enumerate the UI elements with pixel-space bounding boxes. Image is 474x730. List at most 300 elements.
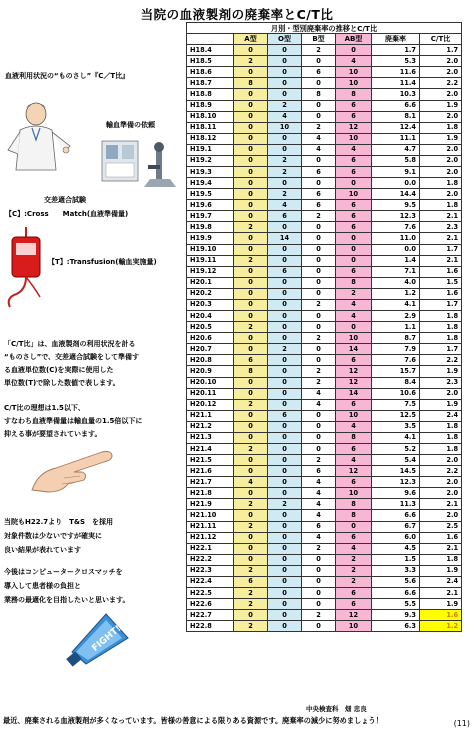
- cell-type-a: 0: [234, 344, 268, 355]
- cell-waste-rate: 6.6: [372, 510, 420, 521]
- cell-type-ab: 2: [336, 576, 372, 587]
- cell-type-a: 2: [234, 621, 268, 632]
- cell-waste-rate: 10.6: [372, 388, 420, 399]
- cell-ct-ratio: 1.7: [420, 244, 462, 255]
- cell-month: H20.7: [187, 344, 234, 355]
- table-caption: 月別・型別廃棄率の推移とC/T比: [187, 23, 462, 34]
- cell-type-o: 0: [268, 477, 302, 488]
- table-row: [187, 200, 462, 211]
- cell-type-ab: 10: [336, 67, 372, 78]
- cell-type-a: 0: [234, 466, 268, 477]
- cell-ct-ratio: 2.0: [420, 488, 462, 499]
- cell-type-a: 0: [234, 211, 268, 222]
- cell-ct-ratio: 1.8: [420, 178, 462, 189]
- cell-type-o: 0: [268, 255, 302, 266]
- cell-type-b: 4: [302, 532, 336, 543]
- cell-month: H19.12: [187, 266, 234, 277]
- table-row: [187, 122, 462, 133]
- table-row: [187, 599, 462, 610]
- cell-type-b: 0: [302, 266, 336, 277]
- cell-type-o: 0: [268, 399, 302, 410]
- cell-ct-ratio: 2.1: [420, 211, 462, 222]
- cell-type-ab: 6: [336, 399, 372, 410]
- cell-waste-rate: 6.3: [372, 621, 420, 632]
- ideal-line-3: 抑える事が要望されています。: [4, 430, 102, 438]
- cell-type-a: 0: [234, 299, 268, 310]
- cell-type-b: 2: [302, 377, 336, 388]
- cell-ct-ratio: 2.0: [420, 189, 462, 200]
- cell-month: H22.6: [187, 599, 234, 610]
- cell-waste-rate: 4.1: [372, 299, 420, 310]
- cell-type-ab: 6: [336, 200, 372, 211]
- cell-type-o: 0: [268, 277, 302, 288]
- cell-type-ab: 12: [336, 377, 372, 388]
- cell-type-b: 0: [302, 56, 336, 67]
- table-row: [187, 311, 462, 322]
- cell-type-a: 0: [234, 233, 268, 244]
- cell-type-ab: 6: [336, 532, 372, 543]
- cell-type-ab: 12: [336, 466, 372, 477]
- table-row: [187, 167, 462, 178]
- table-row: [187, 366, 462, 377]
- cell-waste-rate: 10.3: [372, 89, 420, 100]
- cell-type-a: 0: [234, 122, 268, 133]
- cell-type-b: 6: [302, 67, 336, 78]
- cell-type-ab: 4: [336, 455, 372, 466]
- cell-type-ab: 0: [336, 244, 372, 255]
- cell-type-ab: 8: [336, 277, 372, 288]
- table-row: [187, 488, 462, 499]
- cell-type-ab: 6: [336, 100, 372, 111]
- cell-type-b: 2: [302, 610, 336, 621]
- cell-type-o: 2: [268, 155, 302, 166]
- cell-type-o: 2: [268, 100, 302, 111]
- table-row: [187, 565, 462, 576]
- cell-month: H22.2: [187, 554, 234, 565]
- cell-type-b: 2: [302, 366, 336, 377]
- cell-type-a: 0: [234, 100, 268, 111]
- cell-month: H19.10: [187, 244, 234, 255]
- cell-waste-rate: 4.7: [372, 144, 420, 155]
- cell-type-b: 0: [302, 233, 336, 244]
- cell-ct-ratio: 2.0: [420, 455, 462, 466]
- cell-type-ab: 6: [336, 167, 372, 178]
- cell-type-o: 0: [268, 455, 302, 466]
- cell-waste-rate: 5.2: [372, 443, 420, 454]
- cell-type-o: 2: [268, 167, 302, 178]
- cell-type-a: 0: [234, 510, 268, 521]
- cell-type-a: 0: [234, 543, 268, 554]
- cell-type-b: 0: [302, 565, 336, 576]
- cell-ct-ratio: 2.0: [420, 155, 462, 166]
- table-row: [187, 178, 462, 189]
- cell-month: H19.2: [187, 155, 234, 166]
- cell-type-ab: 14: [336, 344, 372, 355]
- table-row: [187, 510, 462, 521]
- explain-line-2: “ものさし”で、交差適合試験をして準備す: [4, 353, 140, 361]
- cell-type-ab: 10: [336, 133, 372, 144]
- cell-ct-ratio: 2.0: [420, 89, 462, 100]
- cell-type-a: 0: [234, 144, 268, 155]
- cell-type-o: 6: [268, 266, 302, 277]
- cell-type-ab: 0: [336, 521, 372, 532]
- cell-ct-ratio: 1.6: [420, 288, 462, 299]
- cell-month: H20.2: [187, 288, 234, 299]
- cell-waste-rate: 2.9: [372, 311, 420, 322]
- cell-waste-rate: 1.4: [372, 255, 420, 266]
- explain-line-3: る血液単位数(C)を実際に使用した: [4, 366, 114, 374]
- cell-month: H21.6: [187, 466, 234, 477]
- table-row: [187, 211, 462, 222]
- table-row: [187, 610, 462, 621]
- table-row: [187, 277, 462, 288]
- cell-month: H18.12: [187, 133, 234, 144]
- cell-ct-ratio: 1.9: [420, 565, 462, 576]
- cell-month: H22.4: [187, 576, 234, 587]
- cell-ct-ratio: 1.8: [420, 200, 462, 211]
- explain-line-1: 「C/T比」は、血液製剤の利用状況を計る: [4, 340, 136, 348]
- cell-type-a: 0: [234, 244, 268, 255]
- cell-waste-rate: 1.7: [372, 45, 420, 56]
- cell-type-b: 4: [302, 144, 336, 155]
- cell-waste-rate: 9.6: [372, 488, 420, 499]
- table-row: [187, 67, 462, 78]
- cell-waste-rate: 7.5: [372, 399, 420, 410]
- cell-type-b: 0: [302, 587, 336, 598]
- cell-type-ab: 12: [336, 610, 372, 621]
- cell-type-o: 0: [268, 488, 302, 499]
- cell-type-o: 0: [268, 421, 302, 432]
- explain-line-4: 単位数(T)で除した数値で表します。: [4, 379, 120, 387]
- cell-type-b: 0: [302, 244, 336, 255]
- cell-type-a: 2: [234, 222, 268, 233]
- cell-ct-ratio: 1.6: [420, 610, 462, 621]
- cell-type-b: 2: [302, 45, 336, 56]
- cell-type-b: 2: [302, 543, 336, 554]
- table-row: [187, 299, 462, 310]
- cell-month: H19.8: [187, 222, 234, 233]
- table-row: [187, 56, 462, 67]
- cell-type-a: 2: [234, 587, 268, 598]
- cell-type-a: 0: [234, 388, 268, 399]
- cell-type-o: 0: [268, 543, 302, 554]
- cell-month: H21.4: [187, 443, 234, 454]
- table-row: [187, 244, 462, 255]
- cell-type-a: 0: [234, 266, 268, 277]
- cell-type-ab: 12: [336, 366, 372, 377]
- cell-waste-rate: 6.6: [372, 100, 420, 111]
- cell-type-ab: 2: [336, 288, 372, 299]
- cell-type-b: 4: [302, 388, 336, 399]
- cell-type-o: 4: [268, 200, 302, 211]
- table-row: [187, 421, 462, 432]
- cell-type-ab: 6: [336, 155, 372, 166]
- cell-type-ab: 8: [336, 499, 372, 510]
- cell-ct-ratio: 1.7: [420, 45, 462, 56]
- cell-type-ab: 12: [336, 122, 372, 133]
- table-row: [187, 89, 462, 100]
- cell-type-b: 0: [302, 599, 336, 610]
- cell-type-o: 0: [268, 89, 302, 100]
- cell-type-a: 0: [234, 455, 268, 466]
- cell-waste-rate: 11.0: [372, 233, 420, 244]
- cell-type-ab: 6: [336, 587, 372, 598]
- table-row: [187, 144, 462, 155]
- cell-type-o: 0: [268, 299, 302, 310]
- plan-line-3: 業務の最適化を目指したいと思います。: [4, 596, 130, 604]
- cell-ct-ratio: 2.1: [420, 233, 462, 244]
- cell-type-a: 0: [234, 554, 268, 565]
- plan-line-2: 導入して患者様の負担と: [4, 582, 81, 590]
- table-row: [187, 333, 462, 344]
- cell-type-a: 6: [234, 576, 268, 587]
- cell-waste-rate: 7.6: [372, 355, 420, 366]
- cell-type-ab: 10: [336, 333, 372, 344]
- cell-type-o: 0: [268, 510, 302, 521]
- cell-ct-ratio: 1.9: [420, 366, 462, 377]
- table-row: [187, 222, 462, 233]
- cell-month: H20.12: [187, 399, 234, 410]
- cell-ct-ratio: 1.6: [420, 266, 462, 277]
- cell-month: H21.3: [187, 432, 234, 443]
- cell-waste-rate: 1.1: [372, 322, 420, 333]
- table-row: [187, 100, 462, 111]
- cell-type-b: 0: [302, 155, 336, 166]
- ideal-line-2: すなわち血液準備量は輸血量の1.5倍以下に: [4, 417, 143, 425]
- cell-ct-ratio: 2.0: [420, 111, 462, 122]
- cell-type-b: 0: [302, 311, 336, 322]
- cell-type-b: 4: [302, 499, 336, 510]
- plan-line-1: 今後はコンピュータークロスマッチを: [4, 568, 123, 576]
- cell-type-a: 2: [234, 322, 268, 333]
- cell-type-ab: 8: [336, 432, 372, 443]
- cell-type-a: 0: [234, 311, 268, 322]
- header-waste-rate: 廃棄率: [372, 34, 420, 45]
- table-row: [187, 587, 462, 598]
- cell-ct-ratio: 2.3: [420, 222, 462, 233]
- cell-type-a: 8: [234, 78, 268, 89]
- cell-type-b: 6: [302, 466, 336, 477]
- cell-type-o: 14: [268, 233, 302, 244]
- cell-ct-ratio: 2.1: [420, 255, 462, 266]
- cell-waste-rate: 14.5: [372, 466, 420, 477]
- cell-waste-rate: 5.8: [372, 155, 420, 166]
- cell-waste-rate: 7.9: [372, 344, 420, 355]
- cell-ct-ratio: 1.9: [420, 100, 462, 111]
- cell-type-o: 0: [268, 222, 302, 233]
- cell-waste-rate: 7.6: [372, 222, 420, 233]
- cell-waste-rate: 6.7: [372, 521, 420, 532]
- cell-type-b: 4: [302, 133, 336, 144]
- cell-month: H19.6: [187, 200, 234, 211]
- cell-type-b: 6: [302, 521, 336, 532]
- cell-type-b: 0: [302, 432, 336, 443]
- page-title: 当院の血液製剤の廃棄率とC/T比: [140, 7, 334, 22]
- cell-type-o: 2: [268, 189, 302, 200]
- cell-type-o: 0: [268, 144, 302, 155]
- cell-ct-ratio: 2.1: [420, 499, 462, 510]
- cell-type-o: 0: [268, 521, 302, 532]
- cell-type-a: 0: [234, 333, 268, 344]
- cell-type-o: 0: [268, 432, 302, 443]
- cell-waste-rate: 9.3: [372, 610, 420, 621]
- cell-month: H20.11: [187, 388, 234, 399]
- cell-type-ab: 6: [336, 211, 372, 222]
- cell-ct-ratio: 1.7: [420, 344, 462, 355]
- cell-type-a: 0: [234, 432, 268, 443]
- cell-type-b: 4: [302, 510, 336, 521]
- left-column: [0, 0, 186, 730]
- cell-type-ab: 0: [336, 233, 372, 244]
- cell-type-ab: 0: [336, 322, 372, 333]
- cell-month: H18.10: [187, 111, 234, 122]
- cell-ct-ratio: 1.9: [420, 399, 462, 410]
- cell-month: H21.11: [187, 521, 234, 532]
- cell-waste-rate: 9.1: [372, 167, 420, 178]
- cell-type-ab: 6: [336, 355, 372, 366]
- header-type-a: A型: [234, 34, 268, 45]
- ts-line-3: 良い結果が表れています: [4, 546, 81, 554]
- cell-type-b: 2: [302, 333, 336, 344]
- cell-month: H21.12: [187, 532, 234, 543]
- cell-type-o: 0: [268, 377, 302, 388]
- table-row: [187, 377, 462, 388]
- cell-type-b: 0: [302, 443, 336, 454]
- cell-type-a: 6: [234, 355, 268, 366]
- cell-type-ab: 6: [336, 477, 372, 488]
- cell-type-b: 4: [302, 488, 336, 499]
- cell-waste-rate: 8.4: [372, 377, 420, 388]
- cell-waste-rate: 11.1: [372, 133, 420, 144]
- cell-type-b: 0: [302, 410, 336, 421]
- cell-type-o: 10: [268, 122, 302, 133]
- cell-waste-rate: 1.2: [372, 288, 420, 299]
- cell-type-b: 4: [302, 399, 336, 410]
- cell-type-ab: 4: [336, 543, 372, 554]
- header-type-b: B型: [302, 34, 336, 45]
- cell-type-b: 0: [302, 621, 336, 632]
- cell-type-b: 0: [302, 355, 336, 366]
- cell-month: H21.2: [187, 421, 234, 432]
- signature: 中央検査科 畑 忠良: [306, 705, 367, 713]
- cell-month: H20.4: [187, 311, 234, 322]
- cell-waste-rate: 12.3: [372, 211, 420, 222]
- cell-ct-ratio: 2.1: [420, 543, 462, 554]
- table-body: [187, 45, 462, 632]
- blood-bag-icon: [4, 227, 48, 309]
- cell-month: H19.5: [187, 189, 234, 200]
- cell-month: H21.1: [187, 410, 234, 421]
- table-row: [187, 554, 462, 565]
- cell-type-a: 0: [234, 178, 268, 189]
- cell-waste-rate: 3.5: [372, 421, 420, 432]
- intro-text: 血液利用状況の“ものさし”『C／T比』: [5, 72, 130, 80]
- table-row: [187, 399, 462, 410]
- cell-waste-rate: 3.3: [372, 565, 420, 576]
- cell-ct-ratio: 1.2: [420, 621, 462, 632]
- cell-ct-ratio: 1.8: [420, 311, 462, 322]
- cell-type-b: 6: [302, 200, 336, 211]
- cell-type-b: 2: [302, 299, 336, 310]
- cell-type-ab: 0: [336, 255, 372, 266]
- cell-type-a: 2: [234, 565, 268, 576]
- cell-type-o: 0: [268, 576, 302, 587]
- cell-type-o: 0: [268, 443, 302, 454]
- cell-type-o: 2: [268, 499, 302, 510]
- cell-type-a: 0: [234, 288, 268, 299]
- cell-month: H19.9: [187, 233, 234, 244]
- cell-waste-rate: 1.5: [372, 554, 420, 565]
- cell-type-a: 0: [234, 155, 268, 166]
- cell-waste-rate: 7.1: [372, 266, 420, 277]
- cell-type-o: 2: [268, 344, 302, 355]
- cell-type-a: 0: [234, 45, 268, 56]
- cell-ct-ratio: 2.0: [420, 477, 462, 488]
- cell-month: H19.11: [187, 255, 234, 266]
- cell-month: H18.6: [187, 67, 234, 78]
- cell-ct-ratio: 1.8: [420, 443, 462, 454]
- table-row: [187, 455, 462, 466]
- cell-ct-ratio: 1.8: [420, 554, 462, 565]
- cell-type-ab: 8: [336, 510, 372, 521]
- table-header-row: [187, 34, 462, 45]
- cell-type-o: 4: [268, 111, 302, 122]
- cell-waste-rate: 0.0: [372, 244, 420, 255]
- header-type-o: O型: [268, 34, 302, 45]
- cell-type-a: 0: [234, 111, 268, 122]
- cell-type-b: 0: [302, 178, 336, 189]
- cell-month: H21.8: [187, 488, 234, 499]
- cell-type-o: 0: [268, 244, 302, 255]
- cell-month: H19.7: [187, 211, 234, 222]
- cell-ct-ratio: 2.0: [420, 388, 462, 399]
- cell-type-a: 8: [234, 366, 268, 377]
- cell-ct-ratio: 2.5: [420, 521, 462, 532]
- cell-type-o: 0: [268, 67, 302, 78]
- cell-type-o: 0: [268, 532, 302, 543]
- cell-type-b: 4: [302, 477, 336, 488]
- cell-waste-rate: 8.1: [372, 111, 420, 122]
- cell-type-a: 0: [234, 277, 268, 288]
- cell-type-a: 0: [234, 532, 268, 543]
- cell-waste-rate: 8.7: [372, 333, 420, 344]
- cell-type-ab: 0: [336, 178, 372, 189]
- cell-type-ab: 4: [336, 311, 372, 322]
- cell-waste-rate: 4.0: [372, 277, 420, 288]
- cell-month: H20.5: [187, 322, 234, 333]
- cell-type-o: 0: [268, 366, 302, 377]
- cell-ct-ratio: 2.0: [420, 510, 462, 521]
- cell-month: H21.7: [187, 477, 234, 488]
- cell-type-o: 0: [268, 288, 302, 299]
- cell-type-o: 0: [268, 554, 302, 565]
- cell-month: H18.8: [187, 89, 234, 100]
- cell-waste-rate: 11.3: [372, 499, 420, 510]
- table-row: [187, 410, 462, 421]
- table-row: [187, 532, 462, 543]
- cell-type-ab: 10: [336, 410, 372, 421]
- cell-type-a: 4: [234, 477, 268, 488]
- cell-type-b: 0: [302, 322, 336, 333]
- cell-type-o: 0: [268, 45, 302, 56]
- cell-type-b: 0: [302, 421, 336, 432]
- cell-type-ab: 6: [336, 599, 372, 610]
- table-row: [187, 576, 462, 587]
- header-month: [187, 34, 234, 45]
- cell-type-b: 0: [302, 277, 336, 288]
- cell-waste-rate: 5.5: [372, 599, 420, 610]
- table-row: [187, 288, 462, 299]
